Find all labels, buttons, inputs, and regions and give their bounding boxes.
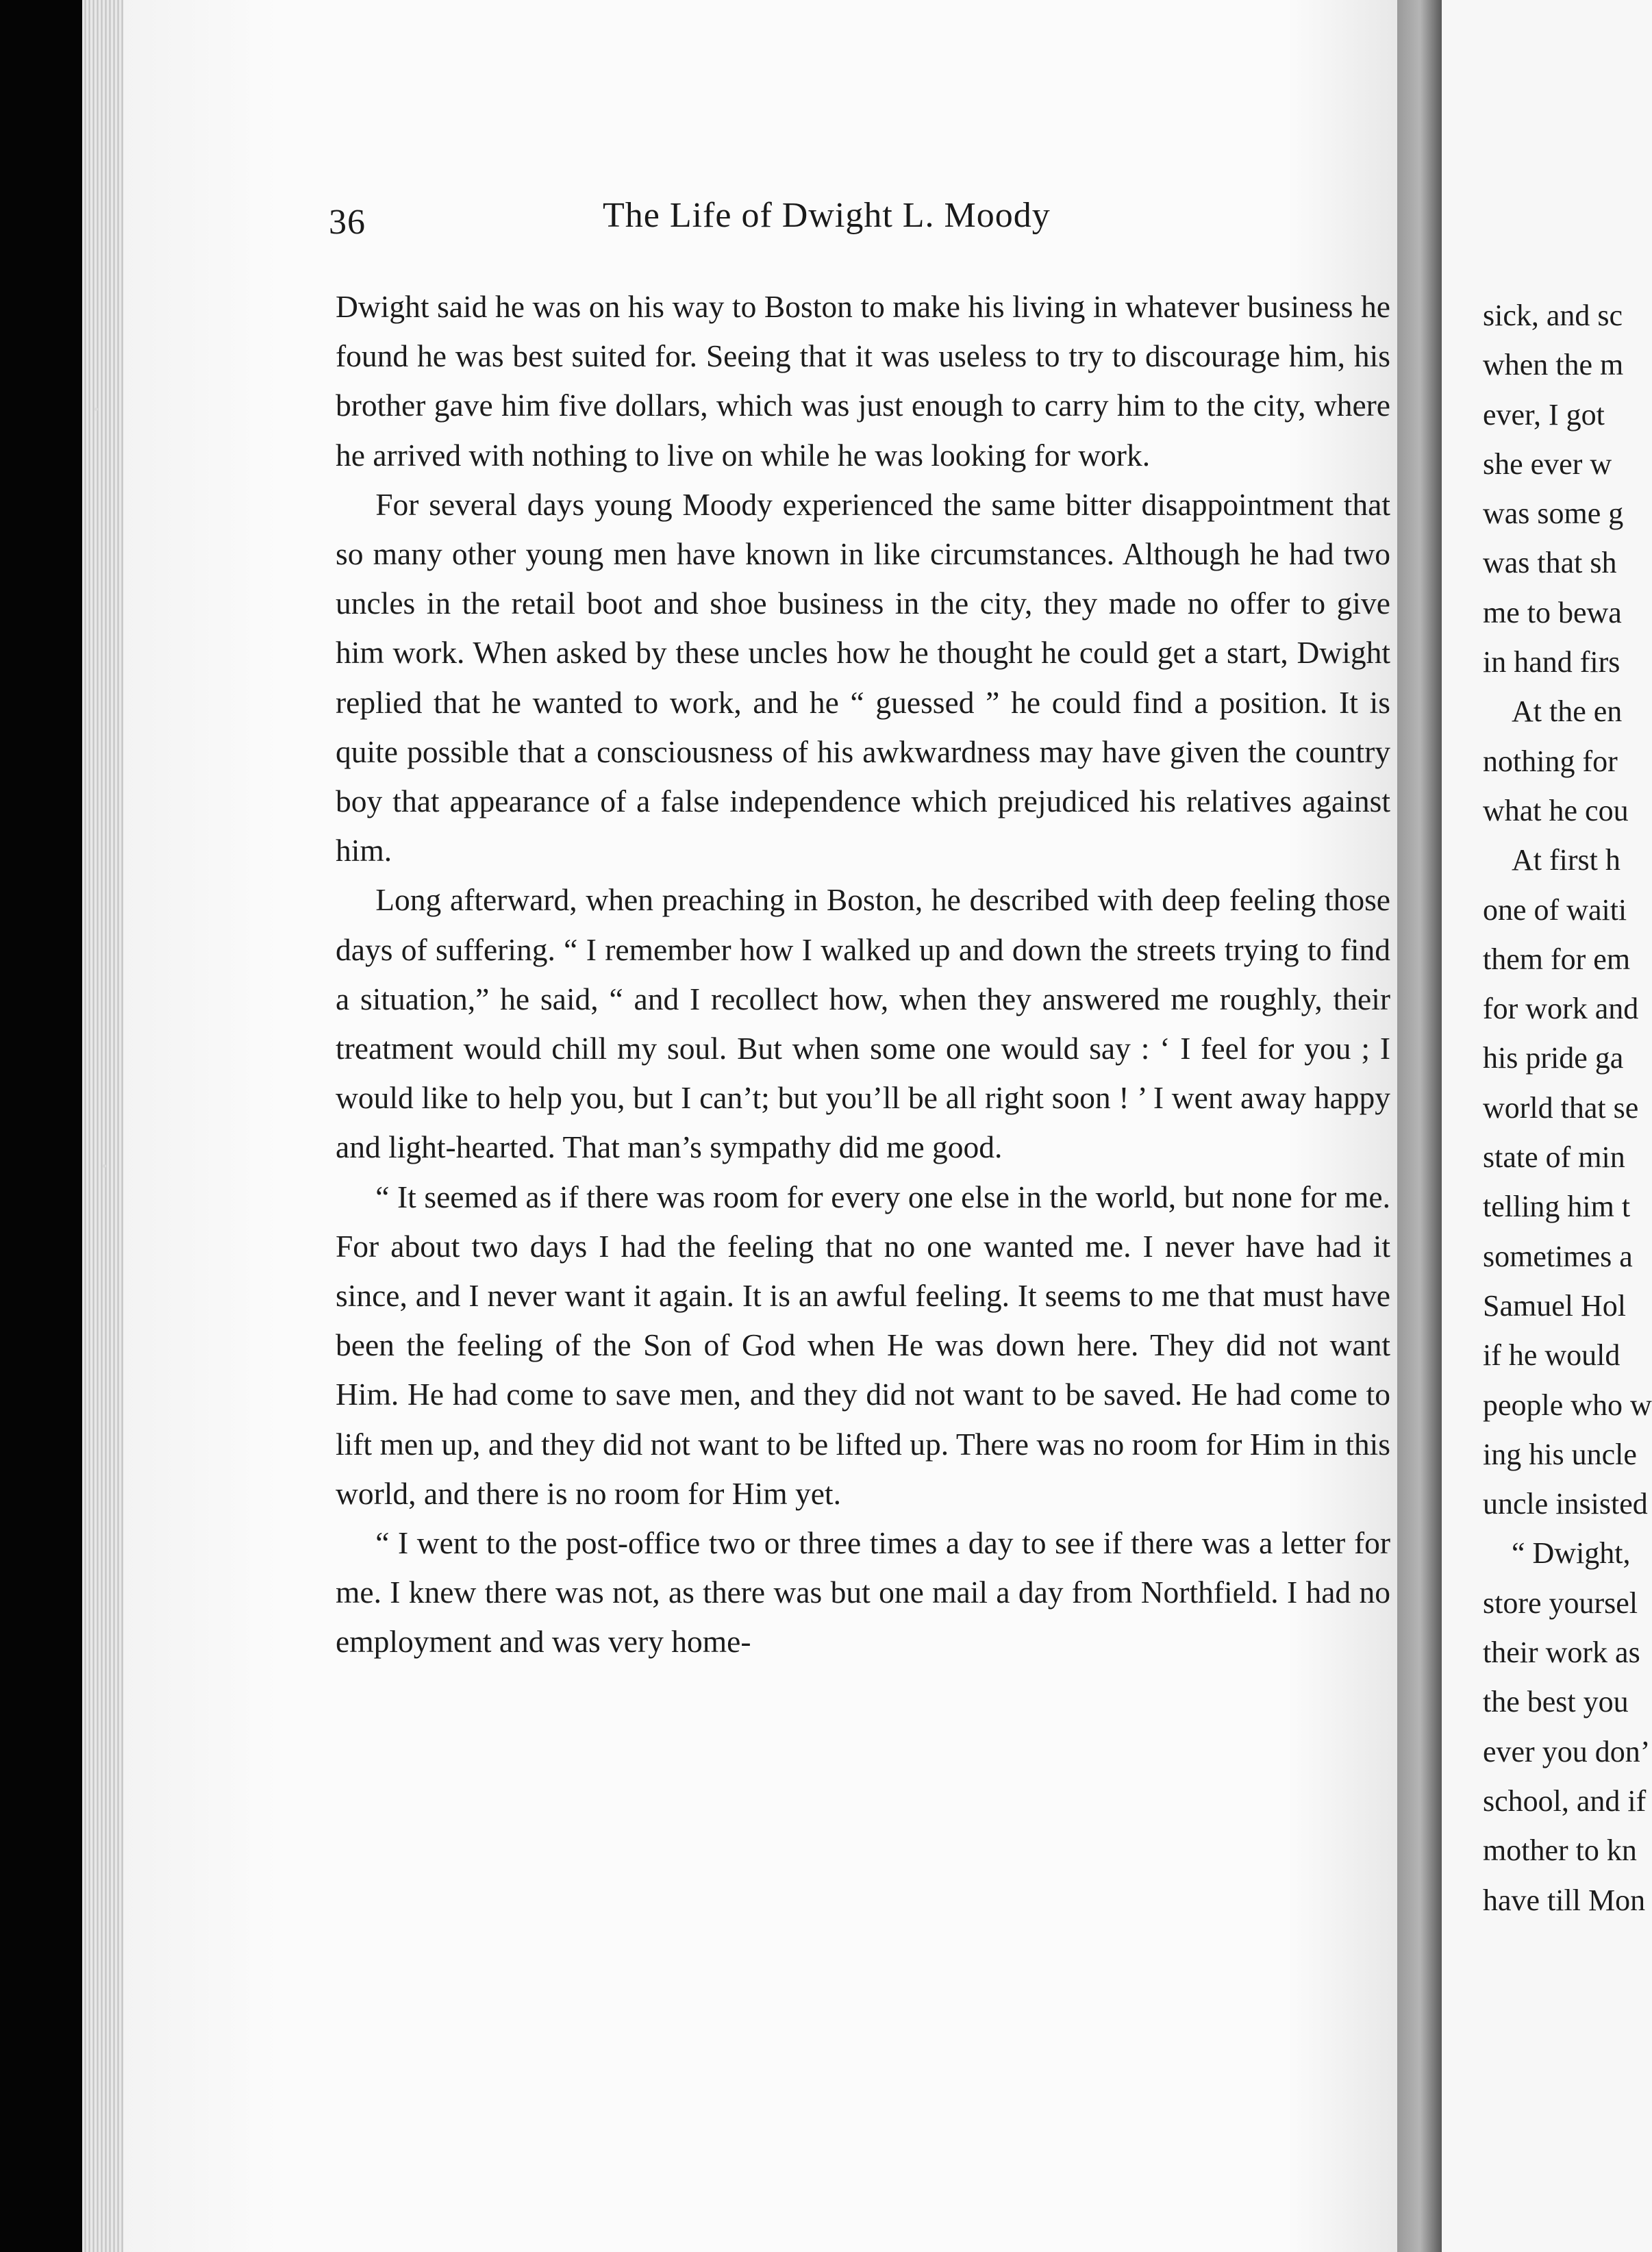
facing-line: At first h	[1512, 843, 1620, 877]
facing-line: she ever w	[1483, 447, 1612, 481]
page-header	[329, 195, 1356, 257]
body-text	[336, 282, 1390, 1667]
facing-line: if he would	[1483, 1338, 1620, 1373]
running-title: The Life of Dwight L. Moody	[603, 196, 1051, 235]
facing-line: me to bewa	[1483, 595, 1622, 629]
book-page	[123, 0, 1418, 2252]
facing-line: was some g	[1483, 497, 1624, 531]
facing-line: the best you	[1483, 1685, 1629, 1719]
page-number: 36	[329, 203, 366, 242]
scan-speck	[95, 408, 98, 411]
facing-line: world that se	[1483, 1090, 1639, 1125]
paragraph: “ I went to the post-office two or three times a day to see if there was a letter for me. I knew there was not, as there was but one mail a day from Northfield. I had no employment and was very home-	[336, 1525, 1390, 1660]
facing-line: ever you don’	[1483, 1734, 1651, 1768]
facing-line: ing his uncle	[1483, 1437, 1637, 1471]
facing-line: store yoursel	[1483, 1586, 1638, 1620]
facing-line: At the en	[1512, 695, 1623, 729]
paragraph: Long afterward, when preaching in Boston, he described with deep feeling those days of suffering. “ I remember how I walked up and down the streets trying to find a situation,” he said, “ and I recollect how, when they answered me roughly, their treatment would chill my soul. But when some one would say : ‘ I feel for you ; I would like to help you, but I can’t; but you’ll be all right soon ! ’ I went away happy and light-hearted. That man’s sympathy did me good.	[336, 882, 1390, 1165]
facing-line: school, and if	[1483, 1784, 1647, 1818]
facing-line: Samuel Hol	[1483, 1288, 1626, 1323]
facing-line: sick, and sc	[1483, 299, 1623, 332]
paragraph: Dwight said he was on his way to Boston to make his living in whatever business he found he was best suited for. Seeing that it was useless to try to discourage him, his brother gave him five dollars, which was just enough to carry him to the city, where he arrived with nothing to live on while he was looking for work.	[336, 289, 1390, 473]
facing-line: what he cou	[1483, 793, 1629, 827]
facing-page	[1442, 0, 1652, 2252]
facing-line: have till Mon	[1483, 1883, 1646, 1917]
facing-line: their work as	[1483, 1636, 1640, 1670]
facing-line: in hand firs	[1483, 645, 1620, 679]
paragraph: For several days young Moody experienced the same bitter disappointment that so many other young men have known in like circumstances. Although he had two uncles in the retail boot and shoe business in the city, they made no offer to give him work. When asked by these uncles how he thought he could get a start, Dwight replied that he wanted to work, and he “ guessed ” he could find a position. It is quite possible that a consciousness of his awkwardness may have given the country boy that appearance of a false independence which prejudiced his relatives against him.	[336, 486, 1390, 868]
facing-line: ever, I got	[1483, 397, 1605, 431]
facing-line: people who w	[1483, 1388, 1652, 1422]
paragraph: “ It seemed as if there was room for every one else in the world, but none for me. For about two days I had the feeling that no one wanted me. I never have had it since, and I never want it again. It is an awful feeling. It seems to me that must have been the feeling of the Son of God when He was down here. They did not want Him. He had come to save men, and they did not want to be saved. He had come to lift men up, and they did not want to be lifted up. There was no room for Him in this world, and there is no room for Him yet.	[336, 1179, 1390, 1511]
facing-line: them for em	[1483, 942, 1631, 976]
facing-line: telling him t	[1483, 1190, 1631, 1224]
facing-page-text	[1483, 291, 1652, 1925]
facing-line: mother to kn	[1483, 1834, 1637, 1868]
facing-line: sometimes a	[1483, 1239, 1633, 1273]
scan-speck	[103, 1164, 106, 1168]
facing-line: “ Dwight,	[1512, 1536, 1631, 1571]
facing-line: his pride ga	[1483, 1041, 1624, 1075]
facing-line: uncle insisted	[1483, 1487, 1648, 1521]
facing-line: was that sh	[1483, 546, 1617, 580]
facing-line: when the m	[1483, 348, 1624, 382]
facing-line: for work and	[1483, 992, 1639, 1026]
facing-line: one of waiti	[1483, 892, 1627, 927]
facing-line: nothing for	[1483, 744, 1618, 778]
facing-line: state of min	[1483, 1140, 1625, 1175]
